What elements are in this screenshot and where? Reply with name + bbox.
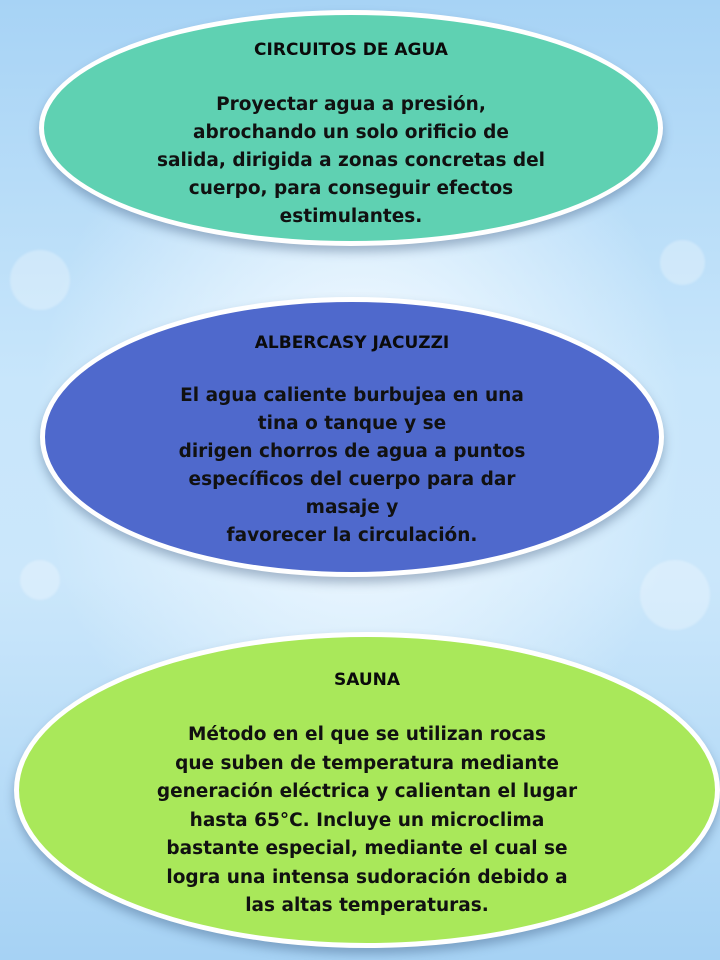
body-line: cuerpo, para conseguir efectos bbox=[188, 178, 514, 199]
background-bokeh bbox=[20, 560, 60, 600]
body-line: El agua caliente burbujea en una bbox=[180, 385, 524, 406]
panel-title: CIRCUITOS DE AGUA bbox=[254, 40, 448, 60]
body-line: Proyectar agua a presión, bbox=[216, 94, 486, 115]
panel-sauna bbox=[14, 632, 720, 948]
panel-albercas-y-jacuzzi bbox=[40, 297, 664, 577]
background-bokeh bbox=[10, 250, 70, 310]
body-line: que suben de temperatura mediante bbox=[175, 752, 559, 774]
body-line: estimulantes. bbox=[279, 206, 423, 227]
body-line: tina o tanque y se bbox=[257, 413, 447, 434]
body-line: bastante especial, mediante el cual se bbox=[166, 838, 568, 859]
panel-body bbox=[157, 91, 545, 231]
body-line: específicos del cuerpo para dar bbox=[188, 469, 516, 490]
background-bokeh bbox=[640, 560, 710, 630]
body-line: las altas temperaturas. bbox=[245, 895, 489, 916]
body-line: salida, dirigida a zonas concretas del bbox=[156, 150, 546, 171]
body-line: dirigen chorros de agua a puntos bbox=[178, 441, 526, 462]
body-line: abrochando un solo orificio de bbox=[193, 122, 509, 143]
body-line: masaje y bbox=[305, 497, 399, 518]
body-line: logra una intensa sudoración debido a bbox=[166, 866, 568, 888]
body-line: hasta 65°C. Incluye un microclima bbox=[189, 809, 545, 831]
background-bokeh bbox=[660, 240, 705, 285]
body-line: Método en el que se utilizan rocas bbox=[187, 724, 546, 745]
body-line: favorecer la circulación. bbox=[226, 525, 478, 546]
panel-circuitos-de-agua bbox=[39, 10, 663, 246]
panel-body bbox=[157, 721, 577, 921]
body-line: generación eléctrica y calientan el lugar bbox=[156, 781, 578, 802]
panel-title: SAUNA bbox=[333, 670, 401, 690]
panel-title: ALBERCASY JACUZZI bbox=[254, 333, 450, 353]
panel-body bbox=[179, 382, 526, 550]
